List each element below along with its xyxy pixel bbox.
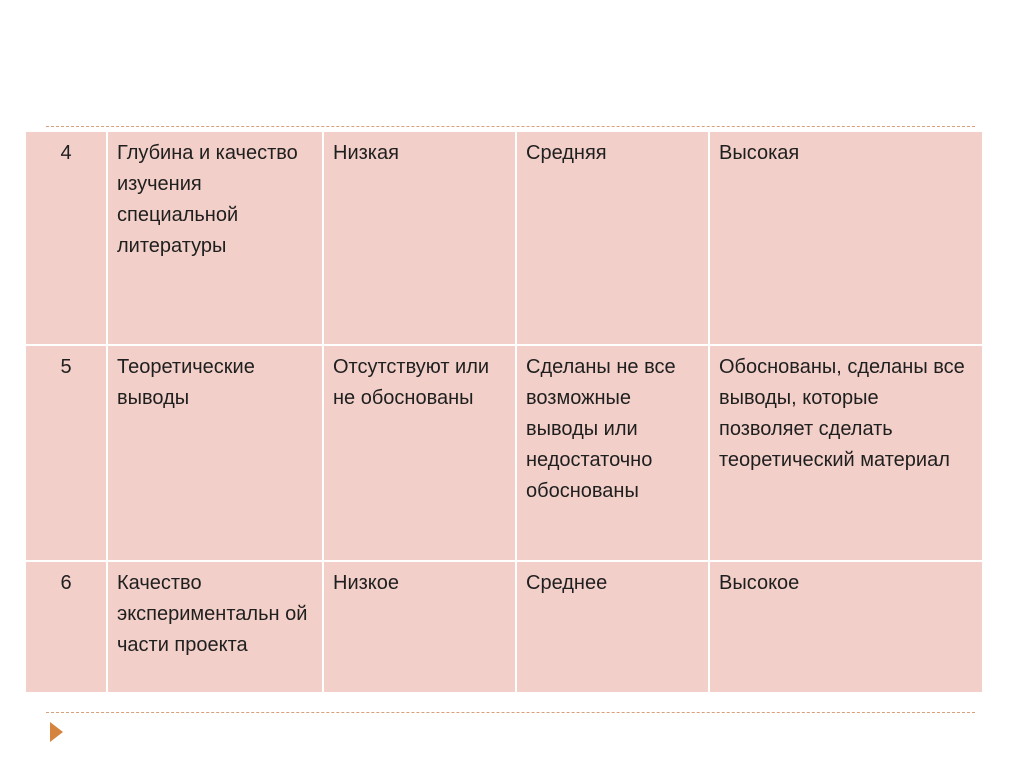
criteria-table — [24, 130, 984, 694]
table-row — [25, 131, 983, 345]
low-level-cell: Низкая — [323, 131, 516, 345]
low-level-cell: Отсутствуют или не обоснованы — [323, 345, 516, 561]
bottom-divider — [46, 712, 975, 713]
low-level-cell: Низкое — [323, 561, 516, 693]
medium-level-cell: Средняя — [516, 131, 709, 345]
table-row — [25, 561, 983, 693]
criterion-cell: Глубина и качество изучения специальной литературы — [107, 131, 323, 345]
medium-level-cell: Сделаны не все возможные выводы или недостаточно обоснованы — [516, 345, 709, 561]
high-level-cell: Высокая — [709, 131, 983, 345]
row-number: 4 — [25, 131, 107, 345]
high-level-cell: Обоснованы, сделаны все выводы, которые позволяет сделать теоретический материал — [709, 345, 983, 561]
table-row — [25, 345, 983, 561]
high-level-cell: Высокое — [709, 561, 983, 693]
criterion-cell: Качество экспериментальн ой части проекта — [107, 561, 323, 693]
triangle-right-icon — [50, 722, 63, 742]
medium-level-cell: Среднее — [516, 561, 709, 693]
top-divider — [46, 126, 975, 127]
row-number: 6 — [25, 561, 107, 693]
criterion-cell: Теоретические выводы — [107, 345, 323, 561]
row-number: 5 — [25, 345, 107, 561]
